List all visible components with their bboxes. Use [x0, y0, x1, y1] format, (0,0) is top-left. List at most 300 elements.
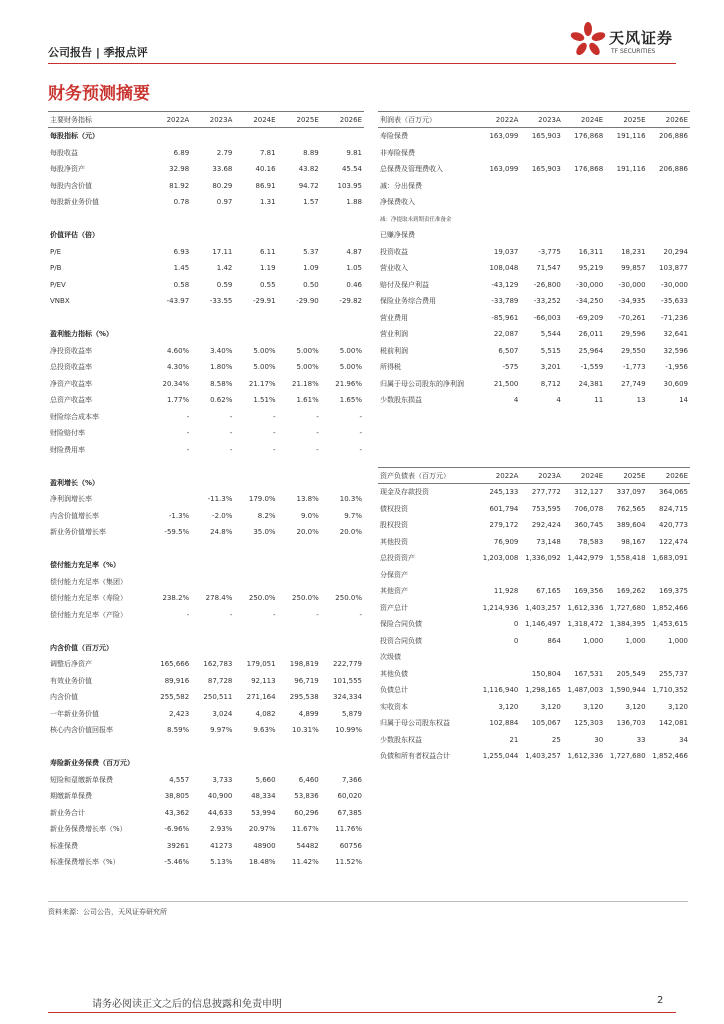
table-row	[48, 178, 364, 195]
table-row	[378, 666, 690, 683]
value-cell: 11.76%	[335, 825, 362, 834]
table-row	[48, 343, 364, 360]
table-row	[48, 838, 364, 855]
row-label: 偿付能力充足率（产险）	[50, 610, 127, 619]
table-row	[378, 583, 690, 600]
row-label: 减：分出保费	[380, 181, 422, 190]
value-cell: 255,737	[659, 669, 688, 678]
value-cell: 167,531	[574, 669, 604, 678]
spacer-cell	[48, 458, 364, 475]
value-cell: 1,727,680	[609, 603, 646, 612]
row-label: 偿付能力充足率（集团）	[50, 577, 127, 586]
value-cell: -	[273, 412, 276, 421]
value-cell: 27,749	[621, 379, 646, 388]
value-cell	[648, 567, 690, 584]
value-cell: 6.93	[173, 247, 190, 256]
value-cell: 753,595	[531, 504, 561, 513]
value-cell: 43,362	[164, 808, 190, 817]
value-cell: -	[229, 610, 233, 619]
value-cell: 1,683,091	[652, 554, 688, 563]
value-cell: -1,773	[622, 363, 646, 372]
table-row	[378, 649, 690, 666]
value-cell	[478, 211, 520, 228]
value-cell: 0.50	[303, 280, 319, 289]
table-header-row	[48, 112, 364, 128]
value-cell: 1,000	[625, 636, 646, 645]
value-cell: 96,719	[294, 676, 319, 685]
value-cell	[605, 649, 647, 666]
value-cell: 8,712	[540, 379, 561, 388]
value-cell: 34	[679, 735, 688, 744]
table-row	[48, 590, 364, 607]
report-type: 公司报告 | 季报点评	[48, 46, 148, 59]
value-cell: 179,051	[246, 660, 276, 669]
value-cell: 176,868	[574, 165, 604, 174]
row-label: 期缴新单保费	[50, 792, 92, 801]
value-cell: 1,318,472	[567, 620, 604, 629]
value-cell: 7,366	[341, 775, 362, 784]
row-label: 债权投资	[380, 504, 408, 513]
value-cell: 21.17%	[248, 379, 276, 388]
value-cell: 1.45	[173, 264, 190, 273]
value-cell: 18.48%	[248, 858, 276, 867]
row-label: 投资收益	[380, 247, 408, 256]
value-cell: -33.55	[209, 297, 233, 306]
row-label: 赔付及保户利益	[380, 280, 429, 289]
value-cell: 136,703	[616, 719, 646, 728]
value-cell: 19,037	[493, 247, 519, 256]
value-cell	[478, 178, 520, 195]
row-label: 短险和趸缴新单保费	[50, 775, 113, 784]
value-cell: 21	[509, 735, 519, 744]
value-cell: 163,099	[489, 132, 519, 141]
spacer-row	[48, 310, 364, 327]
value-cell: 71,547	[536, 264, 561, 273]
table-row	[378, 211, 690, 228]
table-row	[48, 161, 364, 178]
table-header-label: 资产负债表（百万元）	[378, 468, 478, 484]
table-row	[378, 310, 690, 327]
value-cell: 824,715	[659, 504, 688, 513]
value-cell: 292,424	[531, 521, 561, 530]
value-cell: -70,261	[618, 313, 646, 322]
table-row	[48, 145, 364, 162]
value-cell: -	[316, 429, 319, 438]
section-title: 寿险新业务保费（百万元）	[50, 759, 134, 768]
value-cell: 198,819	[289, 660, 319, 669]
value-cell	[648, 178, 690, 195]
logo-name-cn: 天风证券	[609, 29, 674, 47]
value-cell: 4.60%	[166, 346, 190, 355]
value-cell: 98,167	[621, 537, 646, 546]
page-number: 2	[657, 995, 664, 1006]
value-cell: 1.65%	[339, 396, 362, 405]
value-cell: -6.96%	[164, 825, 190, 834]
value-cell: -	[316, 412, 319, 421]
row-label: 总投资资产	[380, 554, 415, 563]
spacer-row	[48, 623, 364, 640]
value-cell: 191,116	[616, 165, 646, 174]
row-label: VNBX	[50, 297, 70, 306]
value-cell: -	[229, 445, 233, 454]
table-row	[48, 673, 364, 690]
value-cell: 53,994	[251, 808, 276, 817]
value-cell: 5.37	[303, 247, 319, 256]
value-cell: 24.8%	[210, 528, 233, 537]
value-cell: 2.93%	[210, 825, 233, 834]
value-cell	[605, 567, 647, 584]
table-header-label: 主要财务指标	[48, 112, 148, 128]
row-label: 总资产收益率	[50, 396, 92, 405]
value-cell: 324,334	[333, 693, 362, 702]
section-title: 盈利能力指标（%）	[50, 330, 114, 339]
value-cell	[563, 194, 605, 211]
table-row	[378, 732, 690, 749]
value-cell: 8.2%	[257, 511, 276, 520]
table-row	[378, 161, 690, 178]
row-label: 每股收益	[50, 148, 78, 157]
value-cell: -30,000	[576, 280, 604, 289]
value-cell	[520, 567, 562, 584]
table-row	[378, 145, 690, 162]
row-label: 新业务保费增长率（%）	[50, 825, 127, 834]
row-label: 内含价值增长率	[50, 511, 99, 520]
row-label: 减：净提取未到期责任准备金	[380, 216, 452, 223]
value-cell: 6.11	[259, 247, 276, 256]
income-statement-table	[378, 111, 690, 409]
value-cell: -30,000	[660, 280, 688, 289]
value-cell: 60,020	[337, 792, 362, 801]
value-cell	[478, 649, 520, 666]
value-cell	[234, 574, 277, 591]
table-row	[48, 376, 364, 393]
value-cell: 1,453,615	[652, 620, 688, 629]
value-cell: 20.97%	[248, 825, 276, 834]
value-cell: 6,460	[298, 775, 319, 784]
value-cell	[478, 666, 520, 683]
section-title: 内含价值（百万元）	[50, 643, 113, 652]
value-cell	[563, 178, 605, 195]
row-label: 一年新业务价值	[50, 709, 99, 718]
table-row	[378, 293, 690, 310]
row-label: 偿付能力充足率（寿险）	[50, 594, 127, 603]
value-cell: -3,775	[538, 247, 561, 256]
spacer-row	[48, 739, 364, 756]
value-cell: 4,082	[255, 709, 276, 718]
value-cell: -33,252	[533, 297, 561, 306]
value-cell	[563, 145, 605, 162]
row-label: 所得税	[380, 363, 401, 372]
value-cell: 9.7%	[344, 511, 362, 520]
spacer-cell	[48, 211, 364, 228]
value-cell: 10.99%	[335, 726, 362, 735]
value-cell: 4	[556, 396, 561, 405]
value-cell: 1.31	[259, 198, 276, 207]
value-cell: -2.0%	[212, 511, 233, 520]
row-label: 次级债	[380, 653, 401, 662]
value-cell: -	[359, 412, 362, 421]
value-cell: -	[359, 429, 362, 438]
row-label: 税前利润	[380, 346, 408, 355]
table-row	[378, 392, 690, 409]
value-cell: 1,612,336	[567, 752, 604, 761]
value-cell: 17.11	[212, 247, 233, 256]
table-header-year: 2023A	[520, 112, 562, 128]
value-cell: -33,789	[491, 297, 519, 306]
row-label: 内含价值	[50, 693, 78, 702]
value-cell: -575	[502, 363, 519, 372]
value-cell: 48900	[253, 841, 276, 850]
value-cell: 2,423	[169, 709, 190, 718]
table-row	[48, 821, 364, 838]
value-cell: -	[316, 610, 319, 619]
value-cell: 9.81	[346, 148, 362, 157]
value-cell: 250.0%	[335, 594, 362, 603]
value-cell: 60756	[339, 841, 362, 850]
value-cell: 4,899	[298, 709, 319, 718]
table-row	[378, 359, 690, 376]
value-cell: 13	[636, 396, 646, 405]
value-cell: 1,442,979	[567, 554, 604, 563]
table-row	[48, 854, 364, 871]
section-title: 偿付能力充足率（%）	[50, 561, 121, 570]
value-cell	[520, 145, 562, 162]
value-cell: 5.13%	[210, 858, 233, 867]
spacer-cell	[48, 623, 364, 640]
table-header-row	[378, 468, 690, 484]
value-cell: -34,250	[576, 297, 604, 306]
value-cell: 1,590,944	[609, 686, 646, 695]
value-cell: 32.98	[169, 165, 190, 174]
value-cell: 142,081	[659, 719, 688, 728]
header-divider	[48, 63, 676, 64]
value-cell: 0	[513, 620, 519, 629]
table-row	[378, 748, 690, 765]
value-cell	[648, 649, 690, 666]
row-label: 有效业务价值	[50, 676, 92, 685]
value-cell: 245,133	[489, 488, 519, 497]
value-cell: -59.5%	[164, 528, 190, 537]
value-cell	[520, 649, 562, 666]
value-cell: -34,935	[618, 297, 646, 306]
value-cell: 40,900	[207, 792, 233, 801]
value-cell: 278.4%	[205, 594, 233, 603]
value-cell	[478, 567, 520, 584]
row-label: 营业利润	[380, 330, 408, 339]
value-cell: -43.97	[166, 297, 190, 306]
table-header-year: 2024E	[234, 112, 277, 128]
value-cell: 5.00%	[296, 363, 319, 372]
value-cell: 33.68	[212, 165, 233, 174]
row-label: P/B	[50, 264, 62, 273]
table-row	[48, 689, 364, 706]
row-label: 净利润增长率	[50, 495, 92, 504]
value-cell: 222,779	[333, 660, 362, 669]
value-cell: 81.92	[169, 181, 190, 190]
value-cell: 48,334	[251, 792, 276, 801]
spacer-cell	[48, 310, 364, 327]
table-row	[48, 574, 364, 591]
value-cell: -	[186, 429, 190, 438]
table-row	[378, 227, 690, 244]
value-cell: 16,311	[578, 247, 604, 256]
value-cell: 1,384,395	[609, 620, 646, 629]
value-cell: 103,877	[659, 264, 688, 273]
value-cell: 35.0%	[253, 528, 276, 537]
value-cell: 1.57	[303, 198, 319, 207]
value-cell: 11.52%	[335, 858, 362, 867]
value-cell: -	[186, 445, 190, 454]
value-cell: 6.89	[173, 148, 190, 157]
value-cell: 10.3%	[339, 495, 362, 504]
value-cell: 30,609	[663, 379, 688, 388]
table-row	[378, 600, 690, 617]
value-cell	[605, 227, 647, 244]
row-label: 新业务价值增长率	[50, 528, 106, 537]
value-cell: 73,148	[536, 537, 561, 546]
section-row	[48, 128, 364, 145]
value-cell: 420,773	[659, 521, 688, 530]
value-cell: 1,146,497	[525, 620, 561, 629]
row-label: 其他投资	[380, 537, 408, 546]
section-row	[48, 557, 364, 574]
value-cell: 1,403,257	[525, 752, 561, 761]
value-cell: 279,172	[489, 521, 519, 530]
table-row	[378, 128, 690, 145]
value-cell: 1,612,336	[567, 603, 604, 612]
table-header-label: 利润表（百万元）	[378, 112, 478, 128]
row-label: P/EV	[50, 280, 66, 289]
table-row	[48, 359, 364, 376]
row-label: 每股新业务价值	[50, 198, 99, 207]
value-cell: 43.82	[298, 165, 319, 174]
row-label: 净资产收益率	[50, 379, 92, 388]
source-divider	[48, 901, 688, 902]
value-cell: -29.82	[339, 297, 362, 306]
value-cell: 53,836	[294, 792, 319, 801]
value-cell: 20.0%	[296, 528, 319, 537]
value-cell: 78,583	[578, 537, 604, 546]
value-cell: 1,298,165	[525, 686, 561, 695]
value-cell	[321, 574, 364, 591]
value-cell: 1,255,044	[482, 752, 519, 761]
table-header-year: 2026E	[648, 112, 690, 128]
value-cell: 1.09	[303, 264, 319, 273]
row-label: 净保费收入	[380, 198, 415, 207]
table-row	[48, 293, 364, 310]
value-cell	[605, 178, 647, 195]
table-row	[378, 550, 690, 567]
row-label: 财险综合成本率	[50, 412, 99, 421]
table-row	[48, 442, 364, 459]
row-label: 总投资收益率	[50, 363, 92, 372]
value-cell: 24,381	[578, 379, 604, 388]
section-title: 每股指标（元）	[50, 132, 99, 141]
value-cell	[648, 227, 690, 244]
value-cell: 165,903	[531, 165, 561, 174]
value-cell: 1.80%	[210, 363, 233, 372]
table-row	[378, 517, 690, 534]
value-cell: 165,903	[531, 132, 561, 141]
table-row	[378, 277, 690, 294]
value-cell: 14	[679, 396, 688, 405]
value-cell	[563, 649, 605, 666]
value-cell: 3,024	[212, 709, 233, 718]
value-cell: 41273	[210, 841, 233, 850]
value-cell: 21.18%	[292, 379, 319, 388]
value-cell: 4.30%	[166, 363, 190, 372]
value-cell: 389,604	[616, 521, 646, 530]
spacer-cell	[48, 739, 364, 756]
table-row	[48, 491, 364, 508]
value-cell: 762,565	[616, 504, 646, 513]
source-note: 资料来源：公司公告，天风证券研究所	[48, 908, 167, 916]
value-cell: 3,120	[667, 702, 688, 711]
table-header-year: 2026E	[648, 468, 690, 484]
value-cell: 1,852,466	[652, 752, 688, 761]
value-cell: 38,805	[164, 792, 190, 801]
value-cell	[605, 194, 647, 211]
value-cell: 8.59%	[166, 726, 190, 735]
value-cell: 0	[513, 636, 519, 645]
value-cell: -	[229, 412, 233, 421]
value-cell: 277,772	[531, 488, 561, 497]
value-cell: 40.16	[255, 165, 276, 174]
value-cell: 87,728	[207, 676, 233, 685]
value-cell: 2.79	[216, 148, 233, 157]
value-cell: 9.97%	[210, 726, 233, 735]
value-cell: -26,800	[533, 280, 561, 289]
value-cell: 206,886	[659, 165, 688, 174]
value-cell: 1.19	[259, 264, 276, 273]
value-cell: 0.78	[173, 198, 190, 207]
value-cell: 1,710,352	[652, 686, 688, 695]
value-cell: -66,003	[533, 313, 561, 322]
footer-divider	[48, 1012, 676, 1013]
value-cell: 1,214,936	[482, 603, 519, 612]
value-cell: 94.72	[298, 181, 319, 190]
value-cell: -	[186, 412, 190, 421]
table-row	[378, 376, 690, 393]
value-cell: -71,236	[660, 313, 688, 322]
value-cell: 0.97	[216, 198, 233, 207]
value-cell: 1.88	[346, 198, 362, 207]
value-cell: 364,065	[659, 488, 688, 497]
value-cell: -	[273, 429, 276, 438]
row-label: 归属于母公司股东的净利润	[380, 379, 464, 388]
value-cell: 169,356	[574, 587, 604, 596]
value-cell: 25,964	[578, 346, 604, 355]
value-cell: 11.67%	[292, 825, 319, 834]
value-cell: 108,048	[489, 264, 519, 273]
value-cell: -1.3%	[168, 511, 190, 520]
table-row	[48, 508, 364, 525]
value-cell: 250,511	[203, 693, 233, 702]
value-cell: 206,886	[659, 132, 688, 141]
table-header-year: 2022A	[148, 112, 191, 128]
table-row	[378, 343, 690, 360]
table-row	[48, 392, 364, 409]
value-cell: 86.91	[255, 181, 276, 190]
value-cell: 3,120	[583, 702, 604, 711]
value-cell: 3,733	[212, 775, 233, 784]
row-label: 非寿险保费	[380, 148, 415, 157]
value-cell: 92,113	[251, 676, 276, 685]
row-label: 新业务合计	[50, 808, 85, 817]
value-cell: 122,474	[659, 537, 688, 546]
value-cell	[191, 574, 234, 591]
value-cell: 80.29	[212, 181, 233, 190]
